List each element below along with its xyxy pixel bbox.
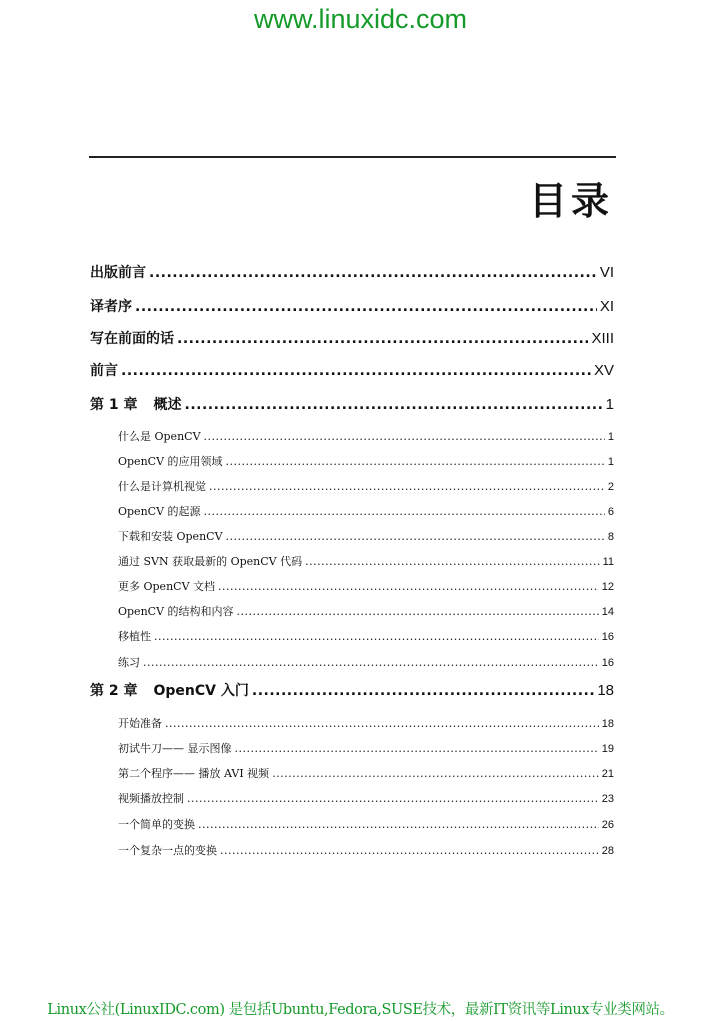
toc-entry-page: 1 [605, 396, 614, 413]
toc-entry-title: 概述 [153, 397, 182, 413]
toc-section [118, 628, 614, 644]
toc-entry-page: 16 [601, 657, 614, 669]
toc-section [118, 578, 614, 594]
toc-entry-page: 8 [607, 531, 614, 543]
toc-section [118, 790, 614, 806]
toc-entry-page: 19 [601, 743, 614, 755]
toc-entry [90, 328, 614, 348]
toc-entry [90, 262, 614, 282]
toc-leader [209, 480, 605, 493]
toc-entry-page: 28 [601, 845, 614, 857]
toc-leader [187, 792, 599, 805]
toc-entry-title: 视频播放控制 [118, 792, 184, 805]
toc-entry-title: 一个复杂一点的变换 [118, 844, 217, 857]
toc-entry-title: 译者序 [90, 299, 132, 315]
toc-section [118, 503, 614, 519]
toc-entry-page: 6 [607, 506, 614, 518]
toc-chapter [90, 680, 614, 700]
toc-leader [218, 580, 599, 593]
toc-section [118, 654, 614, 670]
toc-section [118, 528, 614, 544]
toc-section [118, 453, 614, 469]
toc-entry-page: 11 [602, 556, 614, 568]
toc-entry-title: OpenCV 入门 [153, 683, 249, 699]
toc-section [118, 603, 614, 619]
toc-leader [272, 767, 599, 780]
site-header: www.linuxidc.com [253, 4, 468, 34]
toc-chapter-number: 第 1 章 [90, 397, 138, 413]
toc-section [118, 842, 614, 858]
toc-entry-page: XIII [591, 330, 614, 347]
toc-entry-title: 出版前言 [90, 265, 146, 281]
toc-chapter [90, 394, 614, 414]
toc-entry-title: OpenCV 的应用领域 [118, 455, 223, 468]
toc-entry-title: OpenCV 的结构和内容 [118, 605, 234, 618]
toc-entry-title: 第二个程序—— 播放 AVI 视频 [118, 767, 270, 780]
toc-entry-title: 什么是计算机视觉 [118, 480, 206, 493]
toc-entry-title: 下载和安装 OpenCV [118, 530, 223, 543]
toc-entry-page: 18 [601, 718, 614, 730]
toc-entry-title: 前言 [90, 363, 118, 379]
toc-entry-title: 移植性 [118, 630, 151, 643]
toc-entry-title: 练习 [118, 656, 140, 669]
toc-section [118, 553, 614, 569]
toc-entry-page: 26 [601, 819, 614, 831]
toc-section [118, 765, 614, 781]
toc-entry-page: 2 [607, 481, 614, 493]
toc-leader [220, 844, 599, 857]
toc-leader [149, 265, 597, 281]
toc-entry-page: 21 [601, 768, 614, 780]
toc-entry [90, 296, 614, 316]
toc-leader [143, 656, 599, 669]
toc-leader [154, 630, 599, 643]
toc-leader [226, 455, 605, 468]
toc-section [118, 478, 614, 494]
toc-leader [165, 717, 599, 730]
toc-leader [204, 430, 605, 443]
toc-leader [135, 299, 597, 315]
toc-entry-title: 开始准备 [118, 717, 162, 730]
toc-leader [226, 530, 605, 543]
toc-entry-page: 1 [607, 431, 614, 443]
toc-section [118, 740, 614, 756]
toc-entry-title: 什么是 OpenCV [118, 430, 201, 443]
toc-leader [252, 683, 594, 699]
toc-leader [305, 555, 599, 568]
toc-entry-page: 12 [601, 581, 614, 593]
toc-entry-page: 18 [597, 682, 614, 699]
toc-entry-title: OpenCV 的起源 [118, 505, 201, 518]
toc-section [118, 428, 614, 444]
toc-entry-title: 更多 OpenCV 文档 [118, 580, 216, 593]
toc-leader [235, 742, 599, 755]
toc-entry-page: 1 [607, 456, 614, 468]
toc-entry-page: 16 [601, 631, 614, 643]
toc-leader [177, 331, 588, 347]
header-rule [89, 156, 616, 158]
toc-entry-title: 写在前面的话 [90, 331, 174, 347]
toc-entry-page: 23 [601, 793, 614, 805]
toc-entry-page: 14 [601, 606, 614, 618]
toc-entry-title: 初试牛刀—— 显示图像 [118, 742, 232, 755]
site-footer: Linux公社(LinuxIDC.com) 是包括Ubuntu,Fedora,SUSE技术，最新IT资讯等Linux专业类网站。 [47, 1002, 674, 1018]
toc-leader [121, 363, 591, 379]
toc-entry-page: VI [599, 264, 614, 281]
toc-entry-page: XV [593, 362, 614, 379]
toc-entry-title: 一个简单的变换 [118, 818, 195, 831]
toc-section [118, 715, 614, 731]
page-title: 目录 [528, 179, 613, 223]
toc-chapter-number: 第 2 章 [90, 683, 138, 699]
toc-leader [204, 505, 605, 518]
toc-entry-page: XI [599, 298, 614, 315]
toc-section [118, 816, 614, 832]
toc-entry [90, 360, 614, 380]
toc-entry-title: 通过 SVN 获取最新的 OpenCV 代码 [118, 555, 303, 568]
toc-leader [237, 605, 599, 618]
toc-leader [198, 818, 599, 831]
toc-leader [185, 397, 603, 413]
